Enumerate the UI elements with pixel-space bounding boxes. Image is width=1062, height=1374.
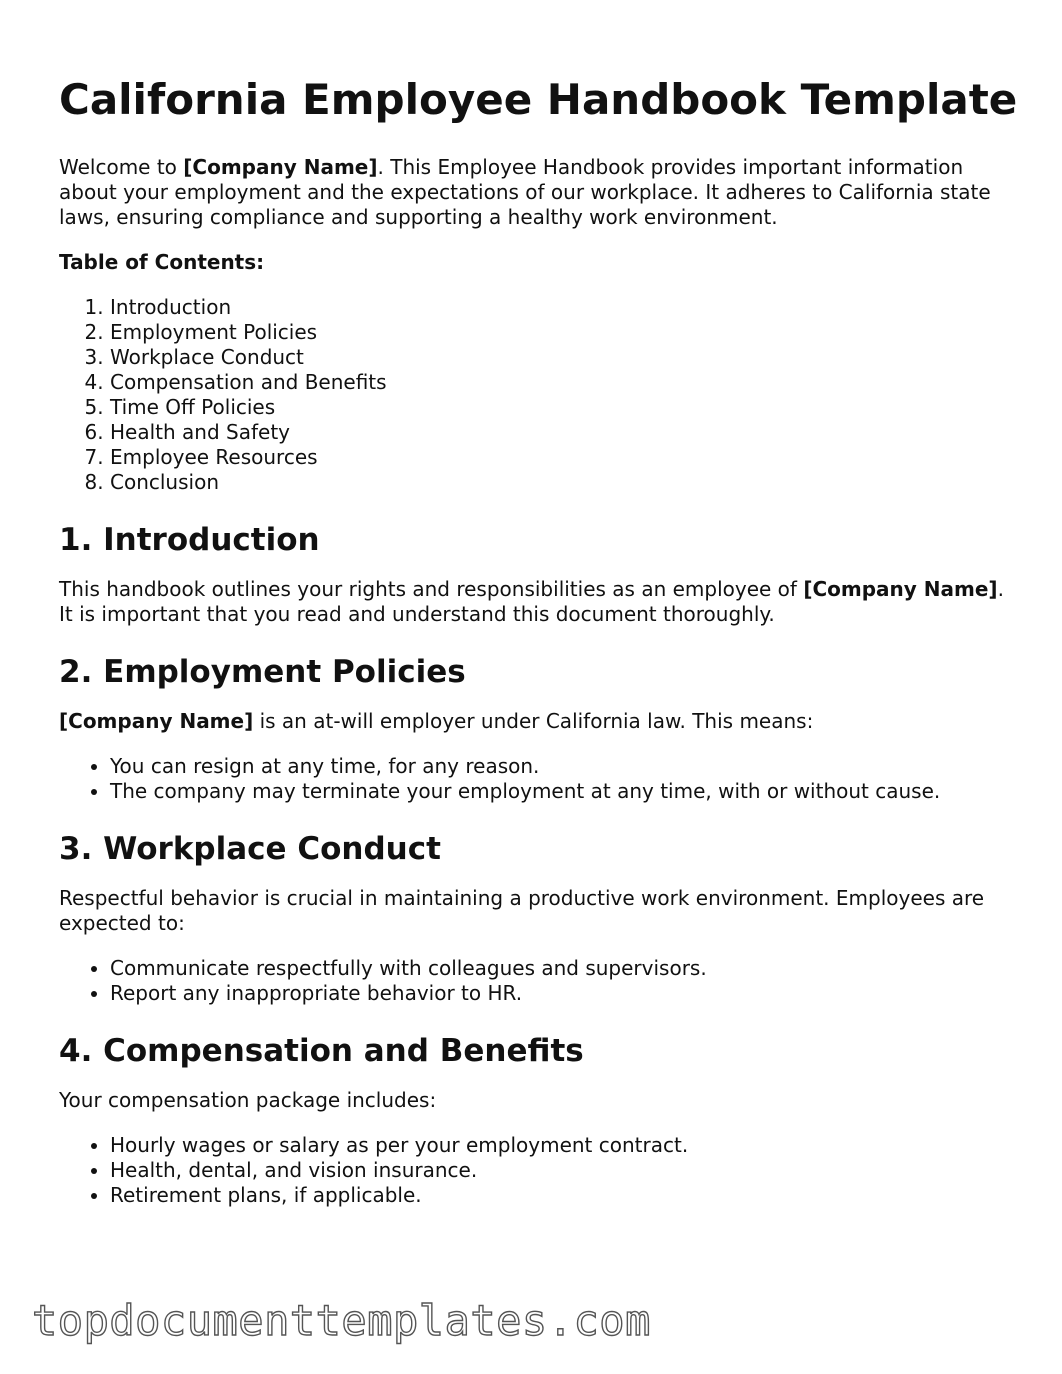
intro-prefix: Welcome to	[59, 155, 184, 179]
toc-item: 2. Employment Policies	[110, 320, 1019, 345]
toc-item: 3. Workplace Conduct	[110, 345, 1019, 370]
list-item: • You can resign at any time, for any reason.	[110, 754, 1019, 779]
toc-item: 1. Introduction	[110, 295, 1019, 320]
toc-item: 8. Conclusion	[110, 470, 1019, 495]
document-title: California Employee Handbook Template	[59, 75, 1018, 124]
company-name-placeholder: [Company Name]	[803, 577, 998, 601]
compensation-paragraph: Your compensation package includes:	[59, 1088, 437, 1112]
list-item: • Health, dental, and vision insurance.	[110, 1158, 1019, 1183]
list-item: • The company may terminate your employment at any time, with or without cause.	[110, 779, 1019, 804]
document-page	[59, 74, 1019, 1228]
employment-policies-list	[59, 754, 1019, 804]
section-heading-introduction: 1. Introduction	[59, 522, 320, 558]
intro-suffix: . This Employee Handbook provides important information about your employment and the expectations of our workplace. It adheres to California state laws, ensuring compliance and supporting a healthy work environment.	[59, 155, 991, 229]
company-name-placeholder: [Company Name]	[59, 709, 254, 733]
list-item: • Retirement plans, if applicable.	[110, 1183, 1019, 1208]
toc-item: 4. Compensation and Benefits	[110, 370, 1019, 395]
watermark: topdocumenttemplates.com	[32, 1296, 651, 1345]
compensation-list	[59, 1133, 1019, 1208]
employment-policies-paragraph	[59, 709, 1019, 734]
intro-paragraph	[59, 155, 1019, 230]
section-heading-compensation-benefits: 4. Compensation and Benefits	[59, 1033, 584, 1069]
list-item: • Report any inappropriate behavior to HR.	[110, 981, 1019, 1006]
introduction-paragraph	[59, 577, 1019, 627]
introduction-suffix: . It is important that you read and understand this document thoroughly.	[59, 577, 1004, 626]
toc-item: 7. Employee Resources	[110, 445, 1019, 470]
introduction-prefix: This handbook outlines your rights and responsibilities as an employee of	[59, 577, 804, 601]
employment-policies-text: is an at-will employer under California law. This means:	[253, 709, 814, 733]
toc-item: 5. Time Off Policies	[110, 395, 1019, 420]
section-heading-employment-policies: 2. Employment Policies	[59, 654, 466, 690]
toc-item: 6. Health and Safety	[110, 420, 1019, 445]
list-item: • Hourly wages or salary as per your employment contract.	[110, 1133, 1019, 1158]
workplace-conduct-paragraph: Respectful behavior is crucial in maintaining a productive work environment. Employees are expected to:	[59, 886, 985, 935]
table-of-contents	[59, 295, 1019, 495]
company-name-placeholder: [Company Name]	[183, 155, 378, 179]
workplace-conduct-list	[59, 956, 1019, 1006]
section-heading-workplace-conduct: 3. Workplace Conduct	[59, 831, 441, 867]
toc-heading: Table of Contents:	[59, 250, 265, 274]
list-item: • Communicate respectfully with colleagues and supervisors.	[110, 956, 1019, 981]
